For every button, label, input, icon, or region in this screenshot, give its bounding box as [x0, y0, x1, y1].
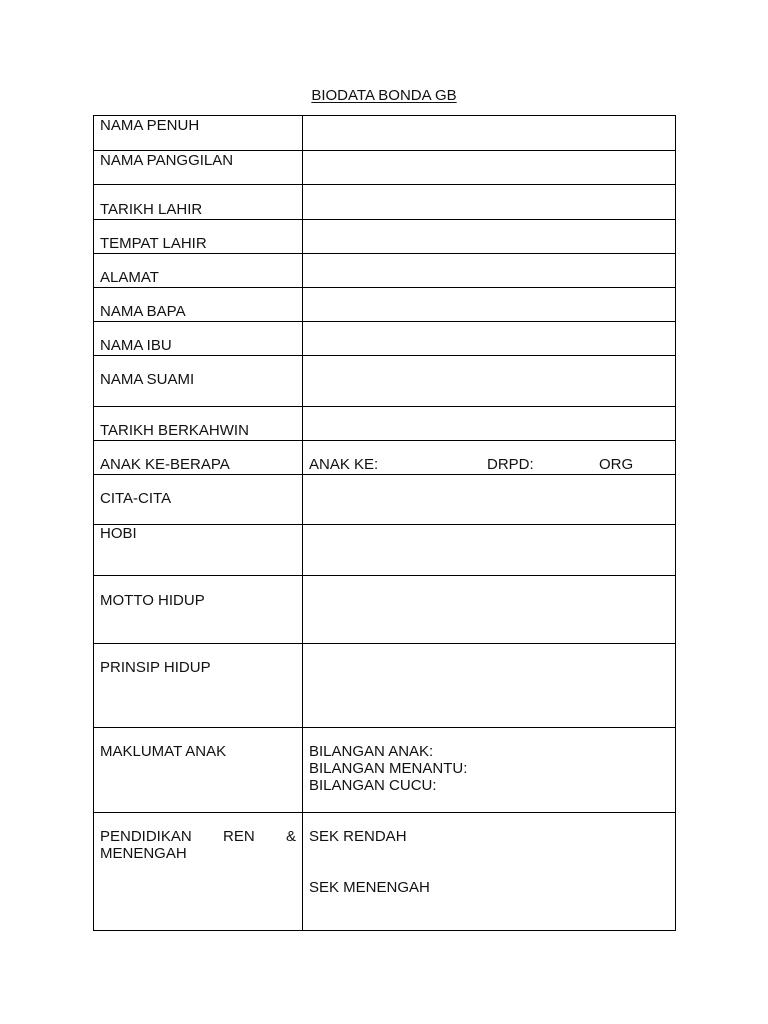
field-pendidikan[interactable]	[303, 813, 676, 931]
field-tempat-lahir[interactable]	[303, 220, 676, 254]
label-nama-bapa: NAMA BAPA	[100, 303, 186, 320]
bilangan-cucu-label: BILANGAN CUCU:	[309, 777, 437, 794]
field-anak-keberapa[interactable]	[303, 441, 676, 475]
pendidikan-label-cell	[94, 813, 303, 931]
label-prinsip-hidup: PRINSIP HIDUP	[100, 659, 211, 676]
pendidikan-label-line2: MENENGAH	[100, 845, 187, 862]
pendidikan-word-2: REN	[223, 828, 255, 845]
label-anak-keberapa: ANAK KE-BERAPA	[100, 456, 230, 473]
form-row-nama-penuh	[94, 116, 676, 151]
form-row-nama-bapa	[94, 288, 676, 322]
label-motto-hidup: MOTTO HIDUP	[100, 592, 205, 609]
form-row-nama-suami	[94, 356, 676, 407]
label-tarikh-berkahwin: TARIKH BERKAHWIN	[100, 422, 249, 439]
label-tempat-lahir: TEMPAT LAHIR	[100, 235, 207, 252]
anak-ke-label: ANAK KE:	[309, 456, 379, 473]
field-cita-cita[interactable]	[303, 475, 676, 525]
pendidikan-word-1: PENDIDIKAN	[100, 828, 192, 845]
label-nama-penuh: NAMA PENUH	[100, 117, 200, 134]
sek-menengah-label: SEK MENENGAH	[309, 879, 430, 896]
label-tarikh-lahir: TARIKH LAHIR	[100, 201, 203, 218]
pendidikan-word-3: &	[285, 828, 296, 845]
form-row-nama-panggilan	[94, 151, 676, 185]
field-hobi[interactable]	[303, 525, 676, 576]
biodata-form	[93, 115, 676, 931]
page-title: BIODATA BONDA GB	[311, 87, 457, 104]
field-alamat[interactable]	[303, 254, 676, 288]
field-nama-suami[interactable]	[303, 356, 676, 407]
field-nama-penuh[interactable]	[303, 116, 676, 151]
form-row-prinsip-hidup	[94, 644, 676, 728]
form-row-tarikh-lahir	[94, 185, 676, 220]
label-nama-ibu: NAMA IBU	[100, 337, 172, 354]
field-prinsip-hidup[interactable]	[303, 644, 676, 728]
label-maklumat-anak: MAKLUMAT ANAK	[100, 743, 227, 760]
form-row-motto-hidup	[94, 576, 676, 644]
field-nama-bapa[interactable]	[303, 288, 676, 322]
field-nama-panggilan[interactable]	[303, 151, 676, 185]
label-cita-cita: CITA-CITA	[100, 490, 172, 507]
form-row-cita-cita	[94, 475, 676, 525]
form-row-tempat-lahir	[94, 220, 676, 254]
form-row-nama-ibu	[94, 322, 676, 356]
bilangan-menantu-label: BILANGAN MENANTU:	[309, 760, 468, 777]
field-nama-ibu[interactable]	[303, 322, 676, 356]
form-row-alamat	[94, 254, 676, 288]
label-nama-panggilan: NAMA PANGGILAN	[100, 152, 234, 169]
pendidikan-label-line1	[100, 828, 296, 845]
anak-ke-line	[309, 456, 669, 473]
field-maklumat-anak[interactable]	[303, 728, 676, 813]
form-row-maklumat-anak	[94, 728, 676, 813]
drpd-label: DRPD:	[487, 456, 534, 473]
org-label: ORG	[599, 456, 634, 473]
bilangan-anak-label: BILANGAN ANAK:	[309, 743, 434, 760]
sek-rendah-label: SEK RENDAH	[309, 828, 407, 845]
field-tarikh-berkahwin[interactable]	[303, 407, 676, 441]
label-nama-suami: NAMA SUAMI	[100, 371, 195, 388]
label-alamat: ALAMAT	[100, 269, 159, 286]
form-row-anak-keberapa	[94, 441, 676, 475]
field-motto-hidup[interactable]	[303, 576, 676, 644]
form-row-pendidikan	[94, 813, 676, 931]
form-row-hobi	[94, 525, 676, 576]
field-tarikh-lahir[interactable]	[303, 185, 676, 220]
form-row-tarikh-berkahwin	[94, 407, 676, 441]
label-hobi: HOBI	[100, 525, 137, 542]
